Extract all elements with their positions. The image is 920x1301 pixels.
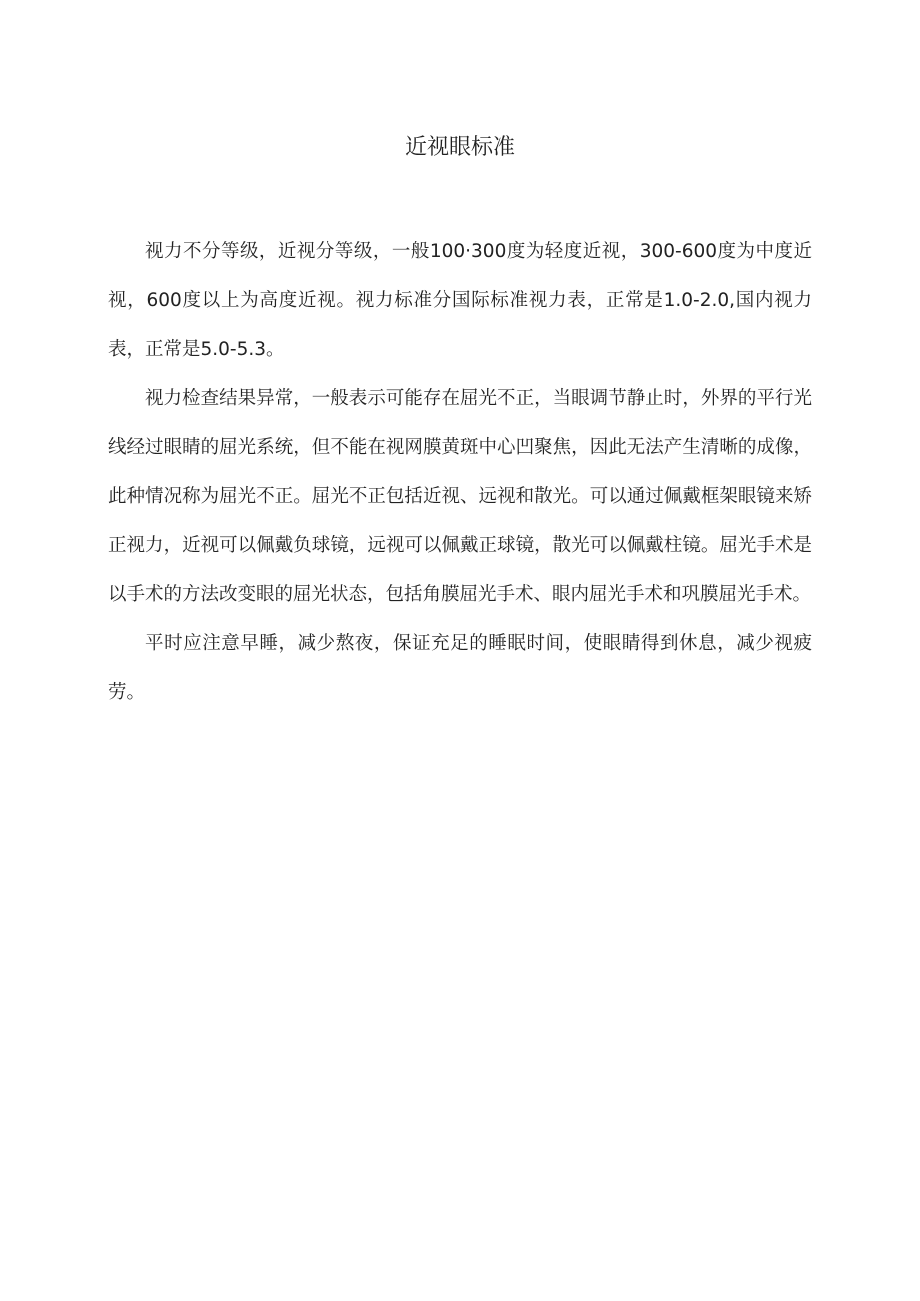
paragraph-eye-care-advice: 平时应注意早睡，减少熬夜，保证充足的睡眠时间，使眼睛得到休息，减少视疲劳。: [108, 633, 812, 703]
paragraph-refractive-error: 视力检查结果异常，一般表示可能存在屈光不正，当眼调节静止时，外界的平行光线经过眼睛的屈光系统，但不能在视网膜黄斑中心凹聚焦，因此无法产生清晰的成像，此种情况称为屈光不正。屈光不正包括近视、远视和散光。可以通过佩戴框架眼镜来矫正视力，近视可以佩戴负球镜，远视可以佩戴正球镜，散光可以佩戴柱镜。屈光手术是以手术的方法改变眼的屈光状态，包括角膜屈光手术、眼内屈光手术和巩膜屈光手术。: [108, 388, 812, 605]
document-title: 近视眼标准: [404, 135, 515, 160]
document-body: [108, 227, 812, 717]
paragraph-vision-grades: 视力不分等级，近视分等级，一般100·300度为轻度近视，300-600度为中度近视，600度以上为高度近视。视力标准分国际标准视力表，正常是1.0-2.0,国内视力表，正常是5.0-5.3。: [108, 241, 812, 360]
